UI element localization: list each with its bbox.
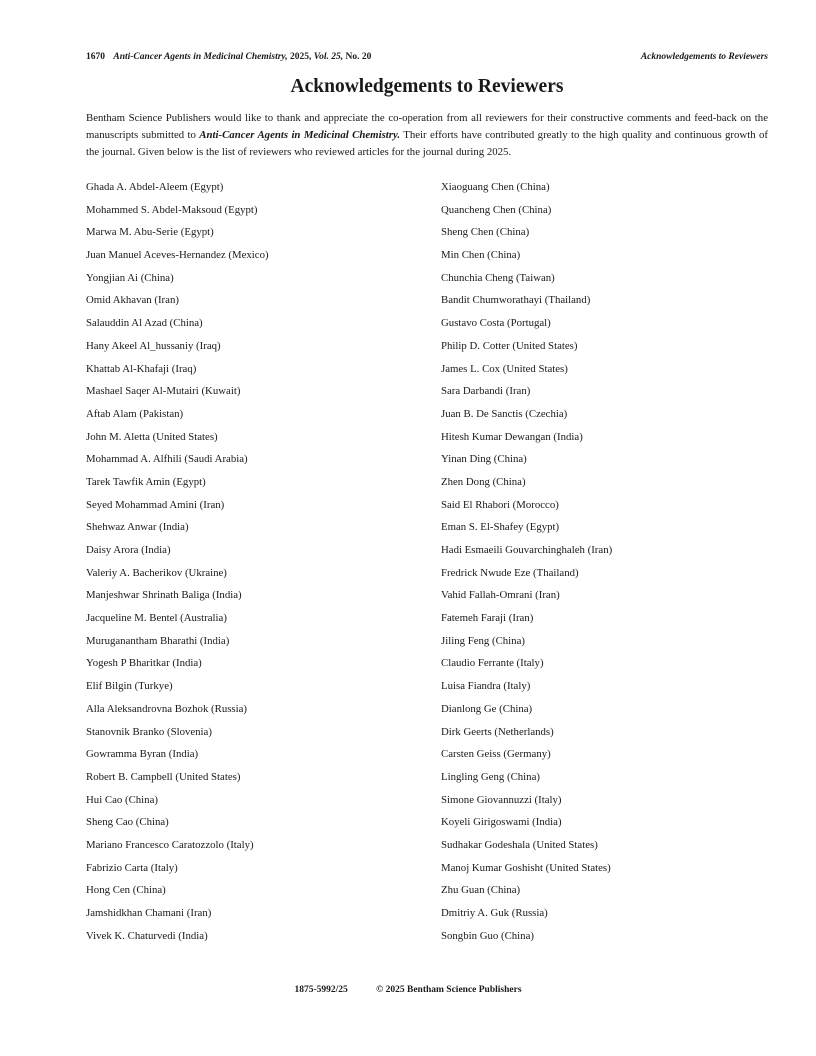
reviewer-entry: Fredrick Nwude Eze (Thailand)	[441, 566, 579, 579]
reviewer-list-right	[441, 178, 768, 949]
reviewer-entry: Ghada A. Abdel-Aleem (Egypt)	[86, 181, 224, 193]
reviewer-entry: Muruganantham Bharathi (India)	[86, 634, 230, 647]
reviewer-entry: Lingling Geng (China)	[441, 770, 540, 783]
page-number: 1670	[86, 52, 105, 62]
page-title: Acknowledgements to Reviewers	[290, 76, 564, 97]
footer-copyright: © 2025 Bentham Science Publishers	[376, 985, 522, 995]
reviewer-entry: Marwa M. Abu-Serie (Egypt)	[86, 226, 214, 239]
reviewer-entry: Shehwaz Anwar (India)	[86, 521, 189, 534]
reviewer-entry: Yongjian Ai (China)	[86, 271, 174, 284]
reviewer-entry: Aftab Alam (Pakistan)	[86, 407, 184, 420]
reviewer-entry: Vahid Fallah-Omrani (Iran)	[441, 589, 560, 602]
reviewer-entry: Sara Darbandi (Iran)	[441, 385, 531, 398]
reviewer-entry: Manoj Kumar Goshisht (United States)	[441, 861, 611, 874]
reviewer-entry: Gowramma Byran (India)	[86, 748, 199, 761]
reviewer-entry: Manjeshwar Shrinath Baliga (India)	[86, 589, 242, 602]
reviewer-entry: Seyed Mohammad Amini (Iran)	[86, 498, 225, 511]
reviewer-entry: Hong Cen (China)	[86, 884, 166, 897]
reviewer-entry: Carsten Geiss (Germany)	[441, 748, 551, 761]
reviewer-entry: Simone Giovannuzzi (Italy)	[441, 793, 562, 806]
reviewer-entry: Hany Akeel Al_hussaniy (Iraq)	[86, 339, 221, 352]
reviewer-entry: Philip D. Cotter (United States)	[441, 339, 578, 352]
reviewer-entry: Elif Bilgin (Turkye)	[86, 680, 173, 693]
reviewer-entry: Claudio Ferrante (Italy)	[441, 657, 544, 670]
reviewer-entry: Fatemeh Faraji (Iran)	[441, 612, 534, 625]
journal-name: Anti-Cancer Agents in Medicinal Chemistry,	[113, 52, 288, 62]
reviewer-entry: Valeriy A. Bacherikov (Ukraine)	[86, 566, 227, 579]
reviewer-entry: Fabrizio Carta (Italy)	[86, 861, 178, 874]
reviewer-entry: Jamshidkhan Chamani (Iran)	[86, 907, 212, 919]
intro-journal-name: Anti-Cancer Agents in Medicinal Chemistry.	[199, 129, 401, 141]
journal-issue: No. 20	[345, 52, 372, 62]
reviewer-entry: Alla Aleksandrovna Bozhok (Russia)	[86, 702, 248, 715]
reviewer-entry: Sheng Cao (China)	[86, 816, 169, 829]
reviewer-entry: Hadi Esmaeili Gouvarchinghaleh (Iran)	[441, 544, 613, 556]
reviewer-entry: Dianlong Ge (China)	[441, 702, 533, 715]
reviewer-entry: Hui Cao (China)	[86, 793, 158, 806]
intro-text-start: Bentham Science Publishers would like to thank and appreciate the co-operation from all reviewers for their constructive comments and feed-back on the manuscripts submitted to	[86, 112, 768, 141]
reviewer-entry: Jacqueline M. Bentel (Australia)	[86, 612, 227, 625]
reviewer-entry: Daisy Arora (India)	[86, 544, 171, 556]
footer-issn: 1875-5992/25	[294, 985, 348, 995]
reviewer-entry: Jiling Feng (China)	[441, 634, 525, 647]
section-name: Acknowledgements to Reviewers	[640, 52, 768, 62]
journal-volume: Vol. 25,	[313, 52, 344, 62]
reviewer-entry: Bandit Chumworathayi (Thailand)	[441, 294, 591, 307]
reviewer-entry: Songbin Guo (China)	[441, 929, 534, 942]
reviewer-entry: Luisa Fiandra (Italy)	[441, 680, 531, 693]
reviewer-entry: Vivek K. Chaturvedi (India)	[86, 929, 208, 942]
intro-text-end: Their efforts have contributed greatly to the high quality and continuous growth of the journal. Given below is the list of reviewers who reviewed articles for the journal during 2025.	[86, 129, 768, 158]
reviewer-entry: Sudhakar Godeshala (United States)	[441, 838, 598, 851]
journal-year: 2025,	[290, 52, 312, 62]
reviewer-entry: Stanovnik Branko (Slovenia)	[86, 725, 212, 738]
reviewer-entry: Chunchia Cheng (Taiwan)	[441, 271, 555, 284]
page-footer	[0, 983, 816, 997]
reviewer-entry: Juan Manuel Aceves-Hernandez (Mexico)	[86, 249, 269, 262]
reviewer-entry: Yinan Ding (China)	[441, 453, 527, 466]
reviewer-entry: Xiaoguang Chen (China)	[441, 181, 550, 193]
reviewer-entry: Juan B. De Sanctis (Czechia)	[441, 407, 568, 420]
reviewer-entry: Gustavo Costa (Portugal)	[441, 317, 551, 330]
reviewer-entry: Zhen Dong (China)	[441, 475, 526, 488]
reviewer-entry: Mohammad A. Alfhili (Saudi Arabia)	[86, 453, 248, 466]
running-header-left	[86, 50, 371, 64]
reviewer-entry: Said El Rhabori (Morocco)	[441, 498, 559, 511]
reviewer-entry: Hitesh Kumar Dewangan (India)	[441, 430, 583, 443]
reviewer-entry: Tarek Tawfik Amin (Egypt)	[86, 475, 206, 488]
reviewer-entry: Omid Akhavan (Iran)	[86, 294, 179, 307]
reviewer-entry: Dmitriy A. Guk (Russia)	[441, 907, 548, 919]
reviewer-entry: Zhu Guan (China)	[441, 884, 521, 897]
reviewer-entry: Mariano Francesco Caratozzolo (Italy)	[86, 838, 254, 851]
reviewer-entry: Eman S. El-Shafey (Egypt)	[441, 521, 560, 534]
reviewer-entry: Yogesh P Bharitkar (India)	[86, 657, 202, 670]
reviewer-entry: Mashael Saqer Al-Mutairi (Kuwait)	[86, 385, 241, 398]
reviewer-entry: Robert B. Campbell (United States)	[86, 770, 241, 783]
reviewer-entry: Quancheng Chen (China)	[441, 203, 552, 216]
reviewer-entry: Sheng Chen (China)	[441, 226, 530, 239]
reviewer-entry: Koyeli Girigoswami (India)	[441, 816, 562, 829]
reviewer-entry: James L. Cox (United States)	[441, 362, 568, 375]
intro-paragraph	[86, 110, 768, 161]
running-header	[86, 50, 768, 64]
reviewer-entry: Khattab Al-Khafaji (Iraq)	[86, 362, 197, 375]
reviewer-entry: Mohammed S. Abdel-Maksoud (Egypt)	[86, 203, 258, 216]
reviewer-entry: Min Chen (China)	[441, 249, 521, 262]
reviewer-list-left	[86, 178, 426, 949]
reviewer-entry: John M. Aletta (United States)	[86, 430, 218, 443]
reviewer-entry: Salauddin Al Azad (China)	[86, 317, 203, 330]
reviewer-entry: Dirk Geerts (Netherlands)	[441, 725, 554, 738]
